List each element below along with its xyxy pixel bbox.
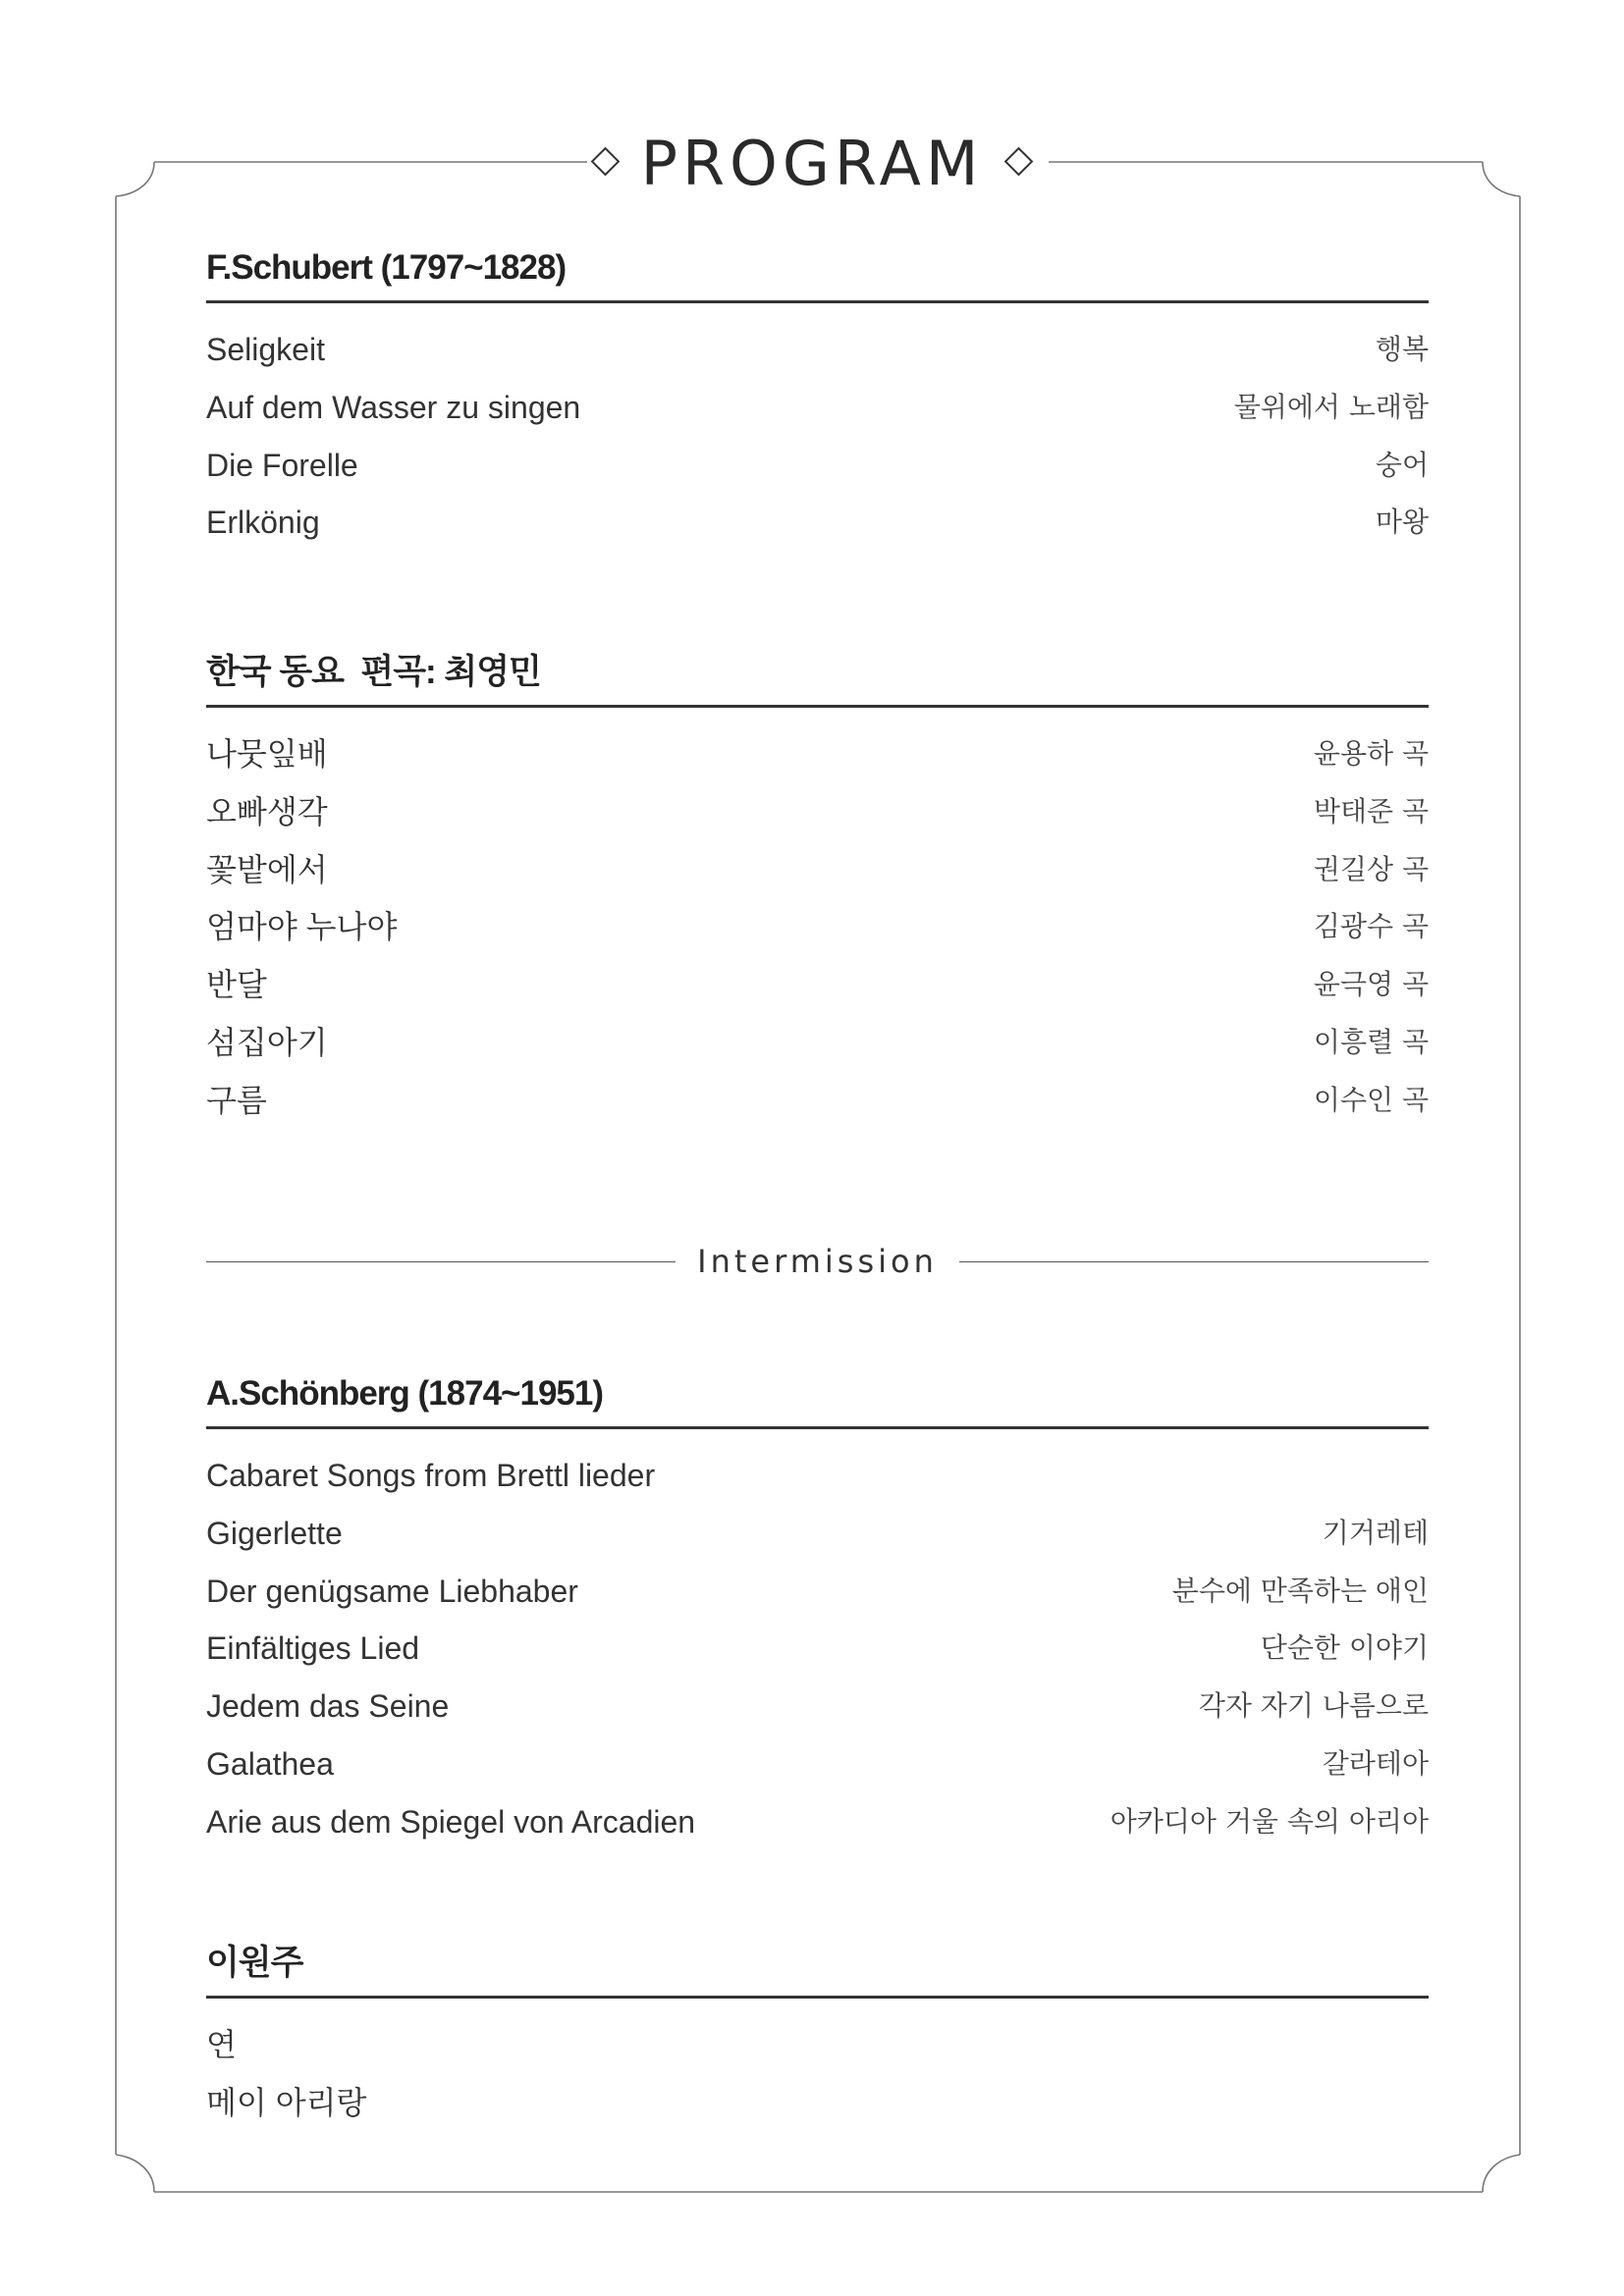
- program-item: [206, 902, 1429, 960]
- program-item: [206, 1567, 1429, 1625]
- item-title: Arie aus dem Spiegel von Arcadien: [206, 1803, 696, 1840]
- item-translation: 기거레테: [1322, 1516, 1429, 1549]
- section-items: [206, 2020, 1429, 2136]
- item-composer: 윤극영 곡: [1313, 968, 1429, 1001]
- item-translation: 행복: [1375, 333, 1429, 365]
- program-item: [206, 1509, 1429, 1567]
- item-title: 엄마야 누나야: [206, 909, 398, 945]
- section-heading: 이원주: [206, 1939, 1429, 1999]
- section-heading: F.Schubert (1797~1828): [206, 243, 1429, 303]
- item-translation: 각자 자기 나름으로: [1198, 1689, 1429, 1723]
- item-title: 섬집아기: [206, 1024, 328, 1060]
- intermission-label: Intermission: [697, 1243, 938, 1280]
- item-title: Cabaret Songs from Brettl lieder: [206, 1458, 656, 1493]
- item-translation: 물위에서 노래함: [1233, 390, 1429, 423]
- item-composer: 이흥렬 곡: [1313, 1025, 1429, 1058]
- item-title: Der genügsame Liebhaber: [206, 1573, 578, 1609]
- program-item: [206, 2078, 1429, 2136]
- item-title: 연: [206, 2027, 237, 2062]
- item-composer: 박태준 곡: [1313, 794, 1429, 828]
- item-title: Galathea: [206, 1745, 334, 1782]
- section-heading: A.Schönberg (1874~1951): [206, 1369, 1429, 1429]
- section-heading: 한국 동요 편곡: 최영민: [206, 648, 1429, 708]
- program-item: [206, 383, 1429, 441]
- program-item: [206, 2020, 1429, 2078]
- program-item: [206, 787, 1429, 845]
- item-translation: 마왕: [1375, 506, 1429, 539]
- program-item: [206, 1797, 1429, 1855]
- item-composer: 김광수 곡: [1313, 910, 1429, 943]
- diamond-left-icon: [590, 147, 620, 177]
- item-title: 반달: [206, 967, 267, 1003]
- item-title: 꽃밭에서: [206, 851, 328, 887]
- item-translation: 단순한 이야기: [1260, 1631, 1429, 1665]
- program-item: [206, 1682, 1429, 1739]
- program-item: [206, 325, 1429, 383]
- program-item: [206, 441, 1429, 499]
- section-lee-wonju: [206, 1939, 1429, 2136]
- page-title: PROGRAM: [640, 128, 984, 199]
- program-item: [206, 1624, 1429, 1682]
- item-title: 오빠생각: [206, 793, 328, 829]
- item-title: Seligkeit: [206, 332, 325, 367]
- divider-line-right: [959, 1261, 1429, 1262]
- program-item: [206, 960, 1429, 1018]
- section-items: [206, 325, 1429, 556]
- diamond-right-icon: [1004, 147, 1034, 177]
- item-translation: 숭어: [1375, 448, 1429, 481]
- item-title: Auf dem Wasser zu singen: [206, 389, 581, 425]
- program-item: [206, 1739, 1429, 1797]
- program-title-row: [0, 120, 1624, 208]
- section-items: [206, 729, 1429, 1134]
- intermission-divider: [206, 1232, 1429, 1291]
- section-schoenberg: [206, 1369, 1429, 1855]
- program-item: [206, 1451, 1429, 1509]
- program-item: [206, 845, 1429, 903]
- item-title: Einfältiges Lied: [206, 1630, 420, 1667]
- program-item: [206, 498, 1429, 556]
- item-composer: 이수인 곡: [1313, 1083, 1429, 1116]
- section-korean-songs: [206, 648, 1429, 1134]
- item-translation: 분수에 만족하는 애인: [1171, 1574, 1429, 1607]
- item-translation: 아카디아 거울 속의 아리아: [1110, 1804, 1429, 1838]
- item-translation: 갈라테아: [1322, 1746, 1429, 1780]
- item-title: Erlkönig: [206, 505, 320, 541]
- program-item: [206, 1076, 1429, 1134]
- section-items: [206, 1451, 1429, 1855]
- program-item: [206, 1018, 1429, 1076]
- item-title: Die Forelle: [206, 447, 358, 483]
- item-composer: 윤용하 곡: [1313, 737, 1429, 770]
- divider-line-left: [206, 1261, 676, 1262]
- item-title: Jedem das Seine: [206, 1688, 450, 1725]
- item-title: 구름: [206, 1082, 267, 1118]
- program-item: [206, 729, 1429, 787]
- item-composer: 권길상 곡: [1313, 852, 1429, 885]
- item-title: Gigerlette: [206, 1515, 343, 1551]
- item-title: 나뭇잎배: [206, 736, 328, 772]
- section-schubert: [206, 243, 1429, 556]
- item-title: 메이 아리랑: [206, 2084, 367, 2120]
